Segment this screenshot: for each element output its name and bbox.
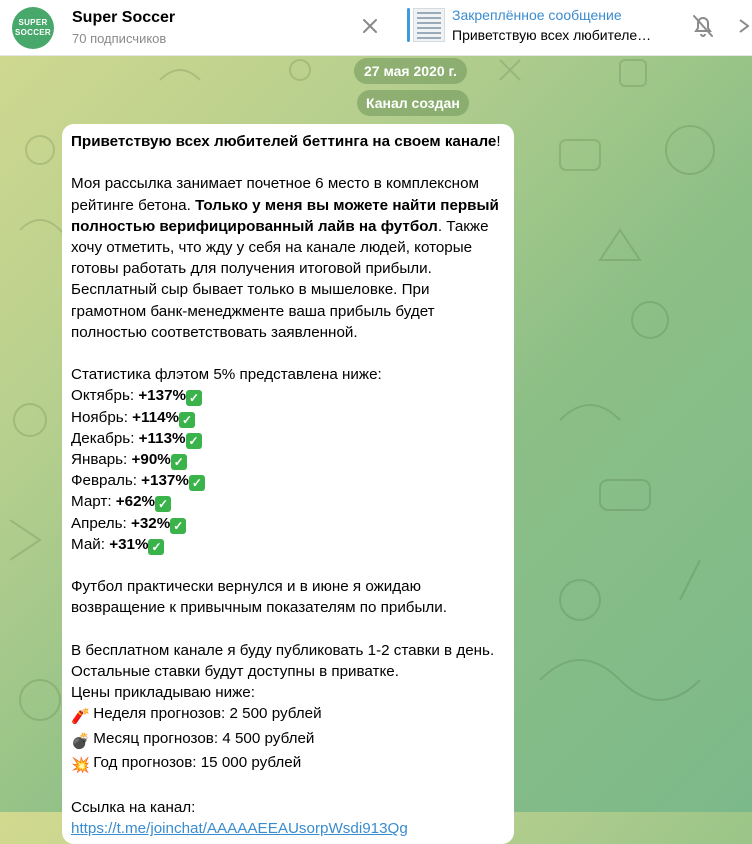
p2-text-b: . Также хочу отметить, что жду у себя на канале людей, которые готовы работать для получения итоговой прибыли. Бесплатный сыр бывает только в мышеловке. При грамотном банк-менеджменте ваша прибыль будет полностью соответствовать заявленной. — [71, 217, 489, 341]
link-title: Ссылка на канал: — [71, 799, 196, 817]
pinned-message[interactable] — [452, 7, 651, 43]
stat-row — [71, 513, 505, 534]
check-mark-icon: ✓ — [186, 433, 202, 449]
intro-bold: Приветствую всех любителей беттинга на своем канале — [71, 133, 497, 150]
close-icon[interactable] — [356, 12, 384, 40]
paragraph-football: Футбол практически вернулся и в июне я ожидаю возвращение к привычным показателям по прибыли. — [71, 578, 447, 617]
paragraph-rating — [71, 173, 505, 343]
check-mark-icon: ✓ — [179, 412, 195, 428]
stat-month: Ноябрь: — [71, 408, 133, 426]
price-row — [71, 703, 505, 727]
price-row — [71, 728, 505, 752]
check-mark-icon: ✓ — [170, 518, 186, 534]
stat-value: +32% — [130, 514, 171, 532]
channel-info[interactable] — [72, 9, 175, 46]
intro-line — [71, 131, 505, 152]
bell-off-icon[interactable] — [690, 12, 716, 40]
stat-month: Январь: — [71, 451, 132, 469]
stat-row — [71, 385, 505, 406]
stat-month: Апрель: — [71, 514, 131, 532]
price-text: Год прогнозов: 15 000 рублей — [93, 753, 302, 771]
stat-value: +31% — [109, 535, 149, 553]
p2-bold: Только у меня вы можете найти первый полностью верифицированный лайв на футбол — [71, 196, 499, 235]
check-mark-icon: ✓ — [155, 496, 171, 512]
stat-row — [71, 491, 505, 512]
channel-title: Super Soccer — [72, 9, 176, 26]
collision-icon: 💥 — [71, 756, 90, 774]
chevron-icon[interactable] — [734, 12, 752, 40]
check-mark-icon: ✓ — [148, 539, 164, 555]
check-mark-icon: ✓ — [171, 454, 187, 470]
stat-row — [71, 407, 505, 428]
price-text: Неделя прогнозов: 2 500 рублей — [93, 705, 322, 723]
stat-month: Февраль: — [71, 472, 142, 490]
stat-row — [71, 534, 505, 555]
stat-value: +137% — [141, 472, 189, 490]
stat-row — [71, 470, 505, 491]
pinned-indicator-bar — [407, 8, 410, 42]
stat-month: Май: — [71, 535, 110, 553]
check-mark-icon: ✓ — [189, 475, 205, 491]
stat-value: +113% — [138, 429, 186, 447]
avatar-text-line1: SUPER — [18, 17, 48, 27]
intro-end: ! — [496, 133, 501, 150]
stat-month: Март: — [71, 493, 116, 511]
price-row — [71, 752, 505, 776]
check-mark-icon: ✓ — [186, 390, 202, 406]
channel-avatar[interactable] — [12, 7, 54, 49]
message-bubble[interactable] — [62, 124, 514, 844]
stat-value: +62% — [115, 493, 156, 511]
stat-month: Октябрь: — [71, 387, 139, 405]
stats-list — [71, 385, 505, 555]
date-separator: 27 мая 2020 г. — [354, 58, 467, 84]
channel-created-notice: Канал создан — [357, 90, 469, 116]
channel-header — [0, 0, 752, 56]
price-text: Месяц прогнозов: 4 500 рублей — [93, 729, 315, 747]
pinned-title: Закреплённое сообщение — [452, 7, 622, 23]
prices-title: Цены прикладываю ниже: — [71, 684, 255, 702]
avatar-text-line2: SOCCER — [14, 27, 52, 37]
firecracker-icon: 🧨 — [71, 708, 90, 726]
channel-link[interactable]: https://t.me/joinchat/AAAAAEEAUsorpWsdi913Qg — [71, 820, 408, 838]
stat-value: +114% — [132, 408, 180, 426]
stat-row — [71, 449, 505, 470]
stat-month: Декабрь: — [71, 429, 139, 447]
p2-text-a: Моя рассылка занимает почетное 6 место в комплексном рейтинге бетона. — [71, 175, 479, 214]
bomb-icon: 💣 — [71, 732, 90, 750]
paragraph-free-channel: В бесплатном канале я буду публиковать 1-2 ставки в день. Остальные ставки будут доступны в приватке. — [71, 641, 495, 681]
pinned-preview: Приветствую всех любителе… — [452, 27, 652, 43]
stat-value: +90% — [131, 451, 171, 469]
stat-row — [71, 428, 505, 449]
stats-title: Статистика флэтом 5% представлена ниже: — [71, 366, 382, 384]
stat-value: +137% — [138, 387, 187, 405]
subscriber-count: 70 подписчиков — [72, 31, 167, 46]
pinned-thumbnail[interactable] — [413, 8, 445, 42]
link-row — [71, 818, 505, 839]
